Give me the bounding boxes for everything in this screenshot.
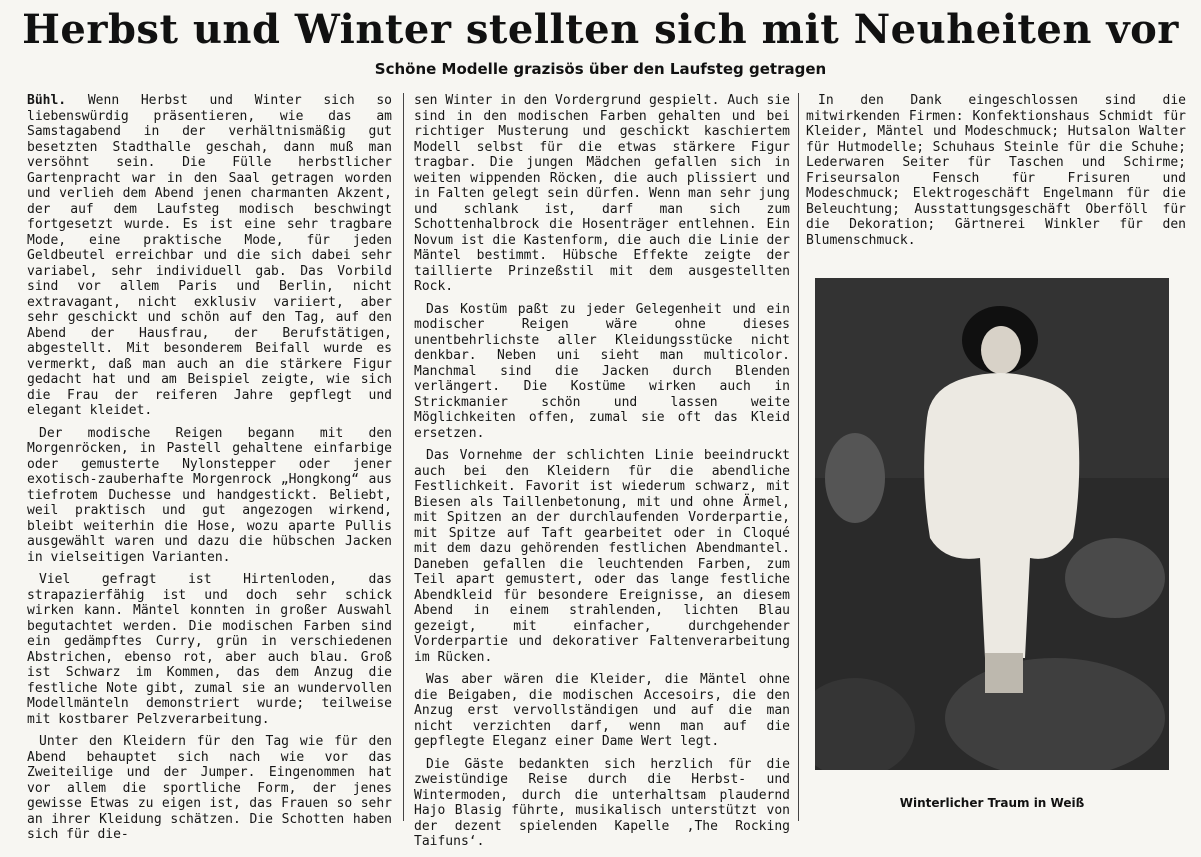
paragraph: Viel gefragt ist Hirtenloden, das strapazierfähig ist und doch sehr schick wirken kann. Mäntel konnten in großer Auswahl begutachtet werden. Die modischen Farben sind ein gedämpftes Curry, grün in verschiedenen Abstrichen, ebenso rot, aber auch blau. Groß ist Schwarz im Kommen, das dem Anzug die festliche Note gibt, zumal sie an wundervollen Modellmänteln demonstriert wurde; teilweise mit kostbarer Pelzverarbeitung. bbox=[27, 572, 392, 727]
column-divider bbox=[798, 93, 799, 821]
paragraph: Unter den Kleidern für den Tag wie für den Abend behauptet sich nach wie vor das Zweiteilige und der Jumper. Eingenommen hat vor allem die sportliche Form, der jenes gewisse Etwas zu eigen ist, das Frauen so sehr an ihrer Kleidung schätzen. Die Schotten haben sich für die- bbox=[27, 734, 392, 842]
article-column-1 bbox=[27, 93, 392, 850]
article-column-3 bbox=[806, 93, 1186, 255]
paragraph: Das Kostüm paßt zu jeder Gelegenheit und ein modischer Reigen wäre ohne dieses unentbehrlichste aller Kleidungsstücke nicht denkbar. Neben uni sieht man multicolor. Manchmal sind die Jacken durch Blenden verlängert. Die Kostüme wirken auch in Strickmanier schön und lassen weite Möglichkeiten offen, zumal sie oft das Kleid ersetzen. bbox=[414, 301, 790, 441]
paragraph: In den Dank eingeschlossen sind die mitwirkenden Firmen: Konfektionshaus Schmidt für Kleider, Mäntel und Modeschmuck; Hutsalon Walter für Hutmodelle; Schuhaus Steinle für die Schuhe; Lederwaren Seiter für Taschen und Schirme; Friseursalon Fensch für Frisuren und Modeschmuck; Elektrogeschäft Engelmann für die Beleuchtung; Ausstattungsgeschäft Oberföll für die Dekoration; Gärtnerei Winkler für den Blumenschmuck. bbox=[806, 93, 1186, 248]
paragraph: Das Vornehme der schlichten Linie beeindruckt auch bei den Kleidern für die abendliche Festlichkeit. Favorit ist wiederum schwarz, mit Biesen als Taillenbetonung, mit und ohne Ärmel, mit Spitzen an der durchlaufenden Vorderpartie, mit Spitze auf Taft gearbeitet oder in Cloqué mit dem dazu gehörenden festlichen Abendmantel. Daneben gefallen die leuchtenden Farben, zum Teil apart gemustert, oder das lange festliche Abendkleid für besondere Ereignisse, an diesem Abend in einem strahlenden, lichten Blau gezeigt, mit einfacher, durchgehender Vorderpartie und dekorativer Faltenverarbeitung im Rücken. bbox=[414, 448, 790, 665]
photo-caption: Winterlicher Traum in Weiß bbox=[899, 796, 1085, 810]
paragraph bbox=[27, 93, 392, 419]
flower-arrangement-right bbox=[1065, 538, 1165, 618]
headline: Herbst und Winter stellten sich mit Neuheiten vor bbox=[22, 6, 1179, 53]
paragraph-text: Wenn Herbst und Winter sich so liebenswürdig präsentieren, wie das am Samstagabend in der verhältnismäßig gut besetzten Stadthalle geschah, dann muß man versöhnt sein. Die Fülle herbstlicher Gartenpracht war in den Saal getragen worden und verlieh dem Abend jenen charmanten Akzent, der auf dem Laufsteg modisch beschwingt fortgesetzt wurde. Es ist eine sehr tragbare Mode, eine praktische Mode, für jeden Geldbeutel erreichbar und die sich dabei sehr variabel, sehr individuell gab. Das Vorbild sind vor allem Paris und Berlin, nicht extravagant, nicht exklusiv variiert, aber sehr geschickt und schön auf den Tag, auf den Abend der Hausfrau, der Berufstätigen, abgestellt. Mit besonderem Beifall wurde es vermerkt, daß man auch an die stärkere Figur gedacht hat und am Beispiel zeigte, wie sich die Frau der reiferen Jahre gepflegt und elegant kleidet. bbox=[27, 93, 392, 418]
subheadline: Schöne Modelle grazisös über den Laufsteg getragen bbox=[374, 60, 827, 78]
fashion-photo bbox=[815, 278, 1169, 770]
dateline: Bühl. bbox=[27, 93, 67, 108]
paragraph: Der modische Reigen begann mit den Morgenröcken, in Pastell gehaltene einfarbige oder gemusterte Nylonstepper oder jener exotisch-zauberhafte Morgenrock „Hongkong“ aus tiefrotem Duchesse und handgestickt. Beliebt, weil praktisch und gut angezogen wirkend, bleibt weiterhin die Hose, wozu aparte Pullis ausgewählt waren und dazu die hübschen Jacken in vielseitigen Varianten. bbox=[27, 425, 392, 565]
paragraph: Was aber wären die Kleider, die Mäntel ohne die Beigaben, die modischen Accesoirs, die den Anzug erst vervollständigen und auf die man nicht verzichten darf, wenn man auf die gepflegte Eleganz einer Dame Wert legt. bbox=[414, 672, 790, 749]
model-legs bbox=[985, 653, 1023, 693]
model-face bbox=[981, 326, 1021, 374]
paragraph: Die Gäste bedankten sich herzlich für die zweistündige Reise durch die Herbst- und Wintermoden, durch die unterhaltsam plaudernd Hajo Blasig führte, musikalisch unterstützt von der dezent spielenden Kapelle ‚The Rocking Taifuns‘. bbox=[414, 756, 790, 849]
fashion-photo-illustration bbox=[815, 278, 1169, 770]
flower-arrangement-left bbox=[825, 433, 885, 523]
article-column-2 bbox=[414, 93, 790, 857]
column-divider bbox=[403, 93, 404, 821]
paragraph: sen Winter in den Vordergrund gespielt. Auch sie sind in den modischen Farben gehalten und bei richtiger Musterung und geschickt kaschiertem Modell selbst für die etwas stärkere Figur tragbar. Die jungen Mädchen gefallen sich in weiten wippenden Röcken, die auch plissiert und in Falten gelegt sein dürfen. Wenn man sehr jung und schlank ist, darf man sich zum Schottenhalbrock die Hosenträger entlehnen. Ein Novum ist die Kastenform, die auch die Linie der Mäntel bestimmt. Hübsche Effekte zeigte der taillierte Prinzeßstil mit dem ausgestellten Rock. bbox=[414, 93, 790, 294]
